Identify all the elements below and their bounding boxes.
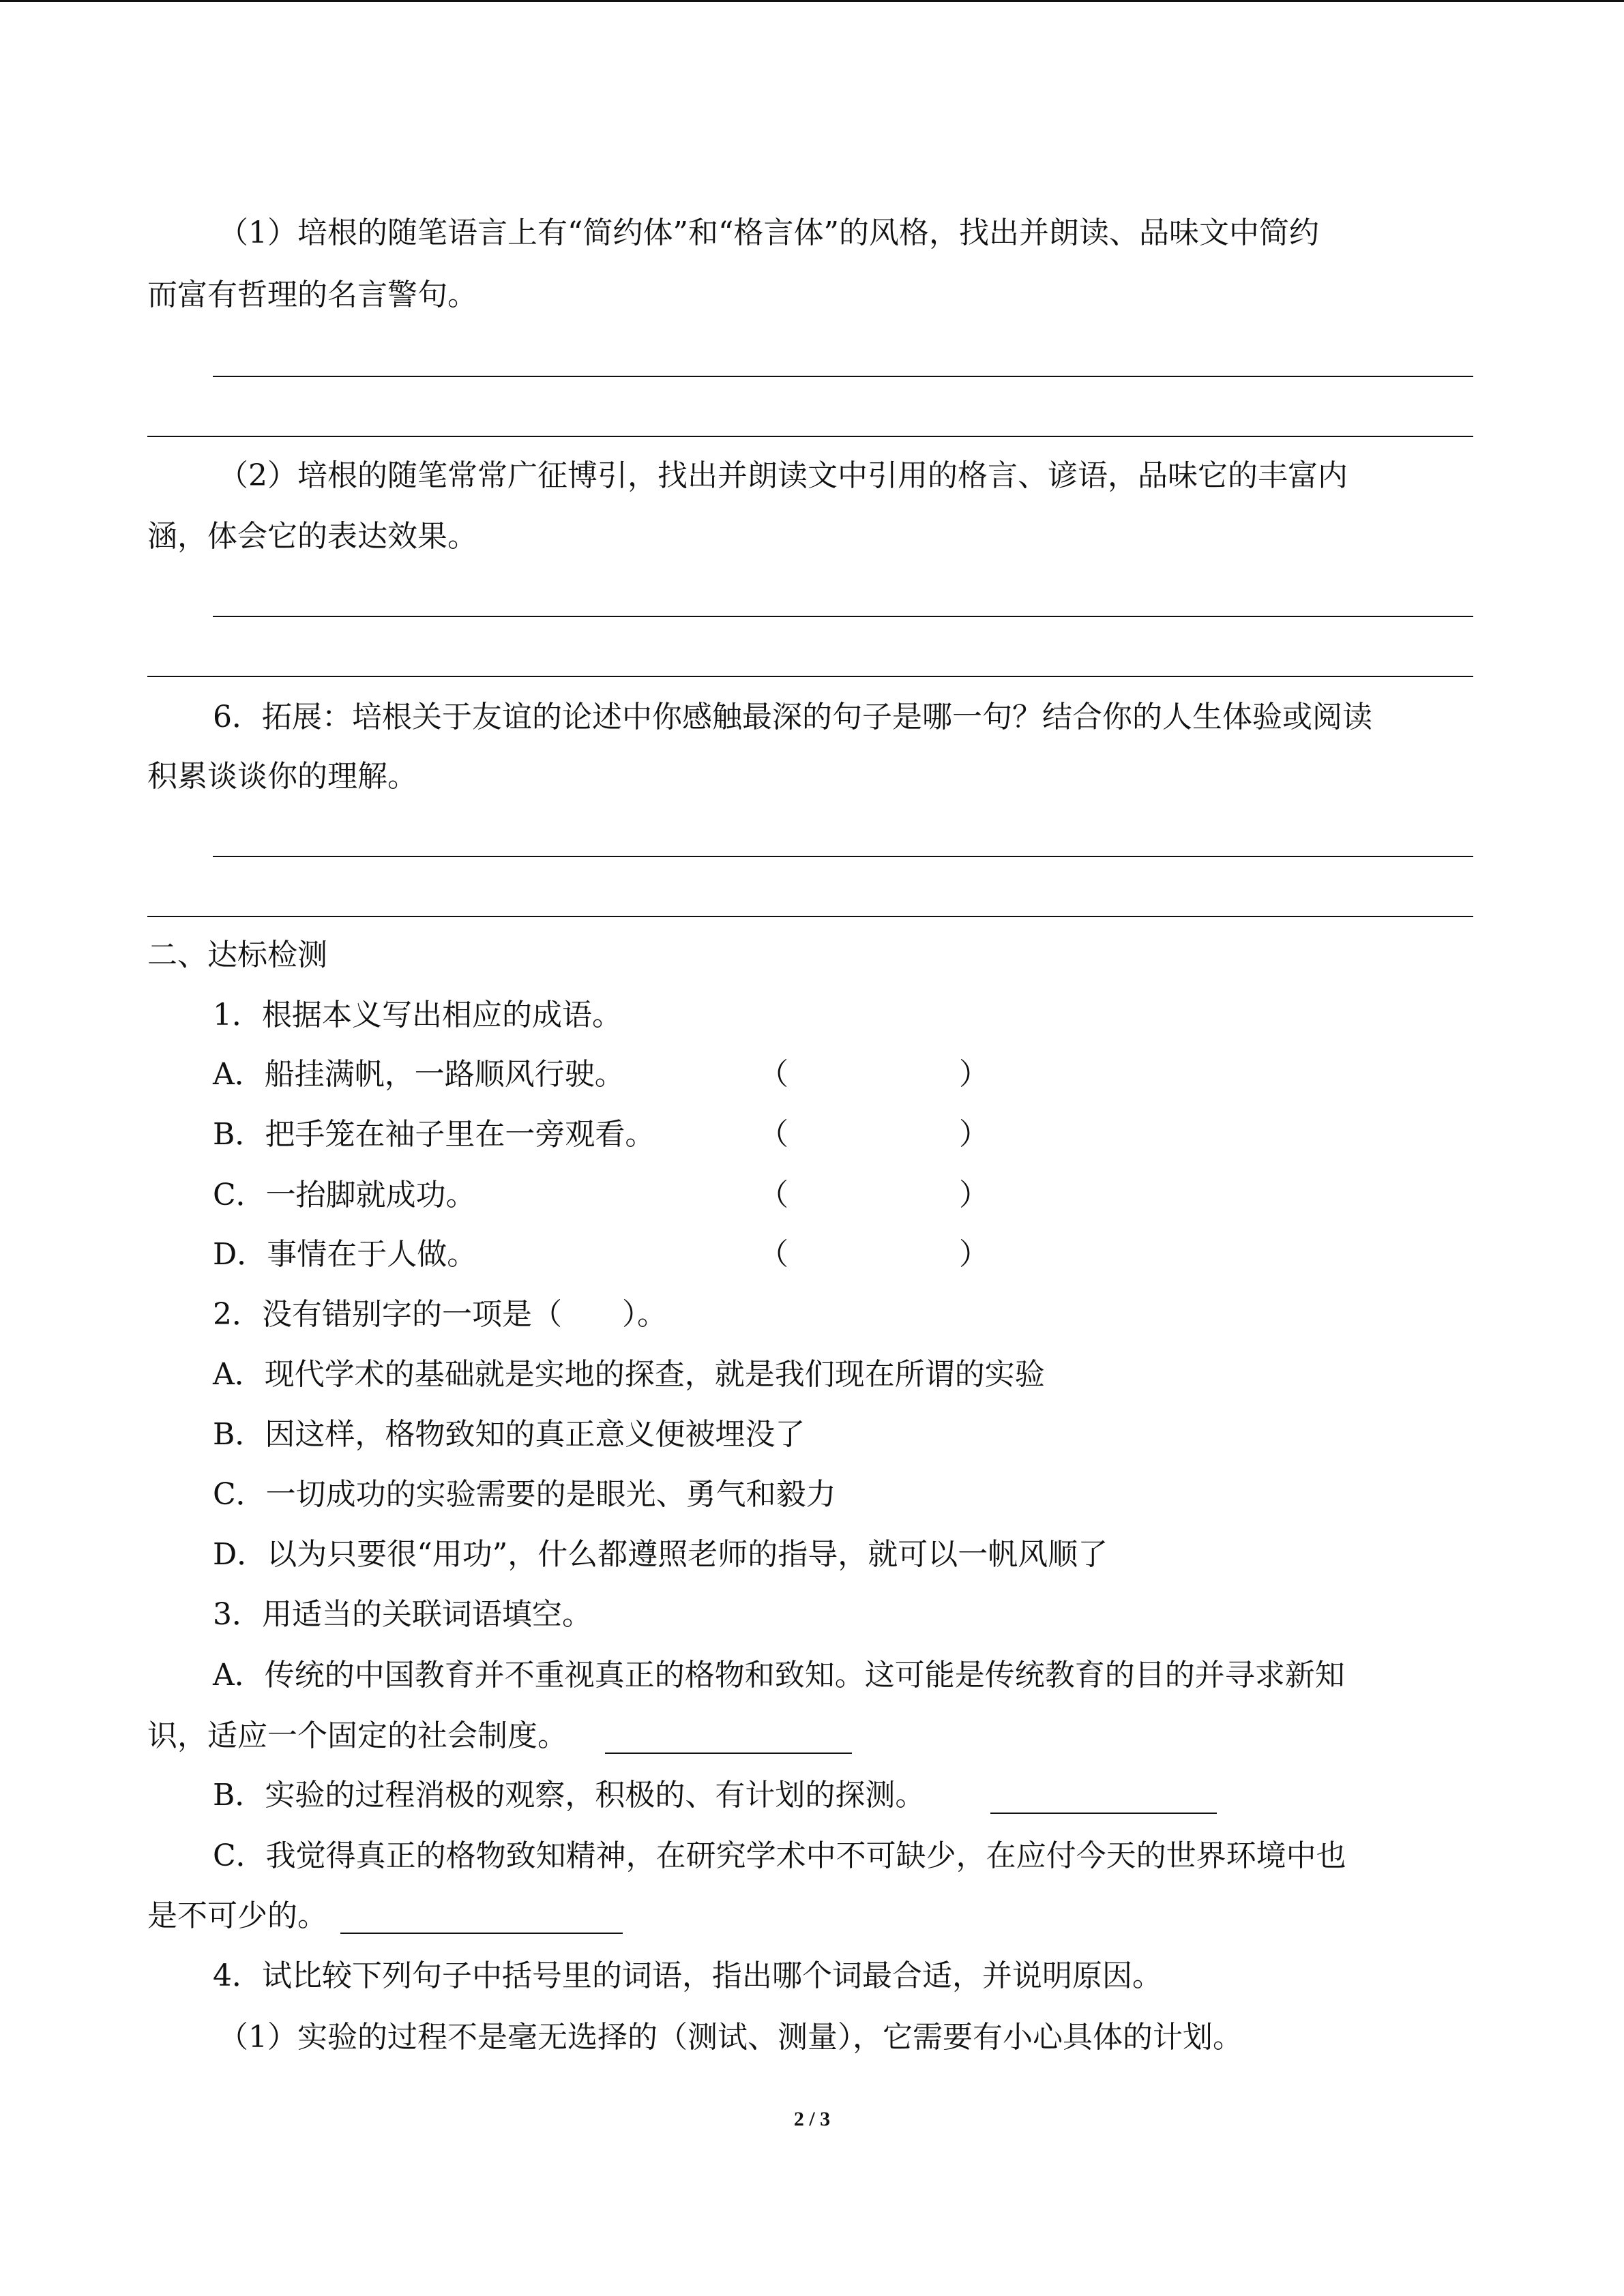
q1-item-c-open-paren: （	[758, 1178, 788, 1212]
q3-c-blank[interactable]	[340, 1933, 623, 1934]
q3-c-line2: 是不可少的。	[147, 1898, 327, 1933]
q2-option-b: B．因这样，格物致知的真正意义便被埋没了	[213, 1417, 806, 1452]
q1-item-a-open-paren: （	[758, 1057, 788, 1092]
q5-sub1-line1: （1）培根的随笔语言上有“简约体”和“格言体”的风格，找出并朗读、品味文中简约	[218, 215, 1319, 250]
q5-sub2-answer-line-2[interactable]	[147, 676, 1473, 677]
top-border	[0, 0, 1624, 2]
q3-a-blank[interactable]	[605, 1753, 852, 1754]
q3-b-line1: B．实验的过程消极的观察，积极的、有计划的探测。	[213, 1778, 926, 1813]
q2-option-c: C．一切成功的实验需要的是眼光、勇气和毅力	[213, 1477, 836, 1512]
q1-item-a: A．船挂满帆，一路顺风行驶。	[213, 1057, 625, 1092]
q5-sub2-line2: 涵，体会它的表达效果。	[147, 519, 477, 554]
q6-line2: 积累谈谈你的理解。	[147, 759, 417, 794]
q3-a-line2: 识，适应一个固定的社会制度。	[147, 1718, 567, 1753]
q6-answer-line-1[interactable]	[213, 856, 1473, 857]
q3-a-line1: A．传统的中国教育并不重视真正的格物和致知。这可能是传统教育的目的并寻求新知	[213, 1658, 1345, 1693]
page-number: 2 / 3	[793, 2108, 831, 2130]
section2-heading: 二、达标检测	[147, 938, 327, 972]
q5-sub2-line1: （2）培根的随笔常常广征博引，找出并朗读文中引用的格言、谚语，品味它的丰富内	[218, 458, 1348, 493]
q1-item-d: D．事情在于人做。	[213, 1237, 477, 1272]
q1-item-b-close-paren: ）	[959, 1117, 989, 1152]
q3-stem: 3．用适当的关联词语填空。	[213, 1597, 592, 1632]
q1-item-d-open-paren: （	[758, 1237, 788, 1272]
q5-sub1-answer-line-1[interactable]	[213, 376, 1473, 377]
q1-item-c-close-paren: ）	[959, 1178, 989, 1212]
q4-sub1: （1）实验的过程不是毫无选择的（测试、测量），它需要有小心具体的计划。	[218, 2020, 1243, 2055]
q1-item-b-open-paren: （	[758, 1117, 788, 1152]
q2-option-a: A．现代学术的基础就是实地的探查，就是我们现在所谓的实验	[213, 1357, 1045, 1392]
q4-stem: 4．试比较下列句子中括号里的词语，指出哪个词最合适，并说明原因。	[213, 1958, 1162, 1993]
q6-answer-line-2[interactable]	[147, 916, 1473, 917]
q1-item-c: C．一抬脚就成功。	[213, 1178, 476, 1212]
q2-option-d: D．以为只要很“用功”，什么都遵照老师的指导，就可以一帆风顺了	[213, 1537, 1108, 1572]
q5-sub1-answer-line-2[interactable]	[147, 436, 1473, 437]
q3-b-blank[interactable]	[990, 1813, 1217, 1814]
q1-item-b: B．把手笼在袖子里在一旁观看。	[213, 1117, 655, 1152]
q1-item-d-close-paren: ）	[959, 1237, 989, 1272]
q6-line1: 6．拓展：培根关于友谊的论述中你感触最深的句子是哪一句？结合你的人生体验或阅读	[213, 700, 1372, 734]
q2-stem: 2．没有错别字的一项是（ ）。	[213, 1297, 667, 1332]
q1-item-a-close-paren: ）	[959, 1057, 989, 1092]
q3-c-line1: C．我觉得真正的格物致知精神，在研究学术中不可缺少，在应付今天的世界环境中也	[213, 1838, 1346, 1873]
q5-sub1-line2: 而富有哲理的名言警句。	[147, 278, 477, 312]
q5-sub2-answer-line-1[interactable]	[213, 616, 1473, 617]
q1-stem: 1．根据本义写出相应的成语。	[213, 998, 622, 1032]
